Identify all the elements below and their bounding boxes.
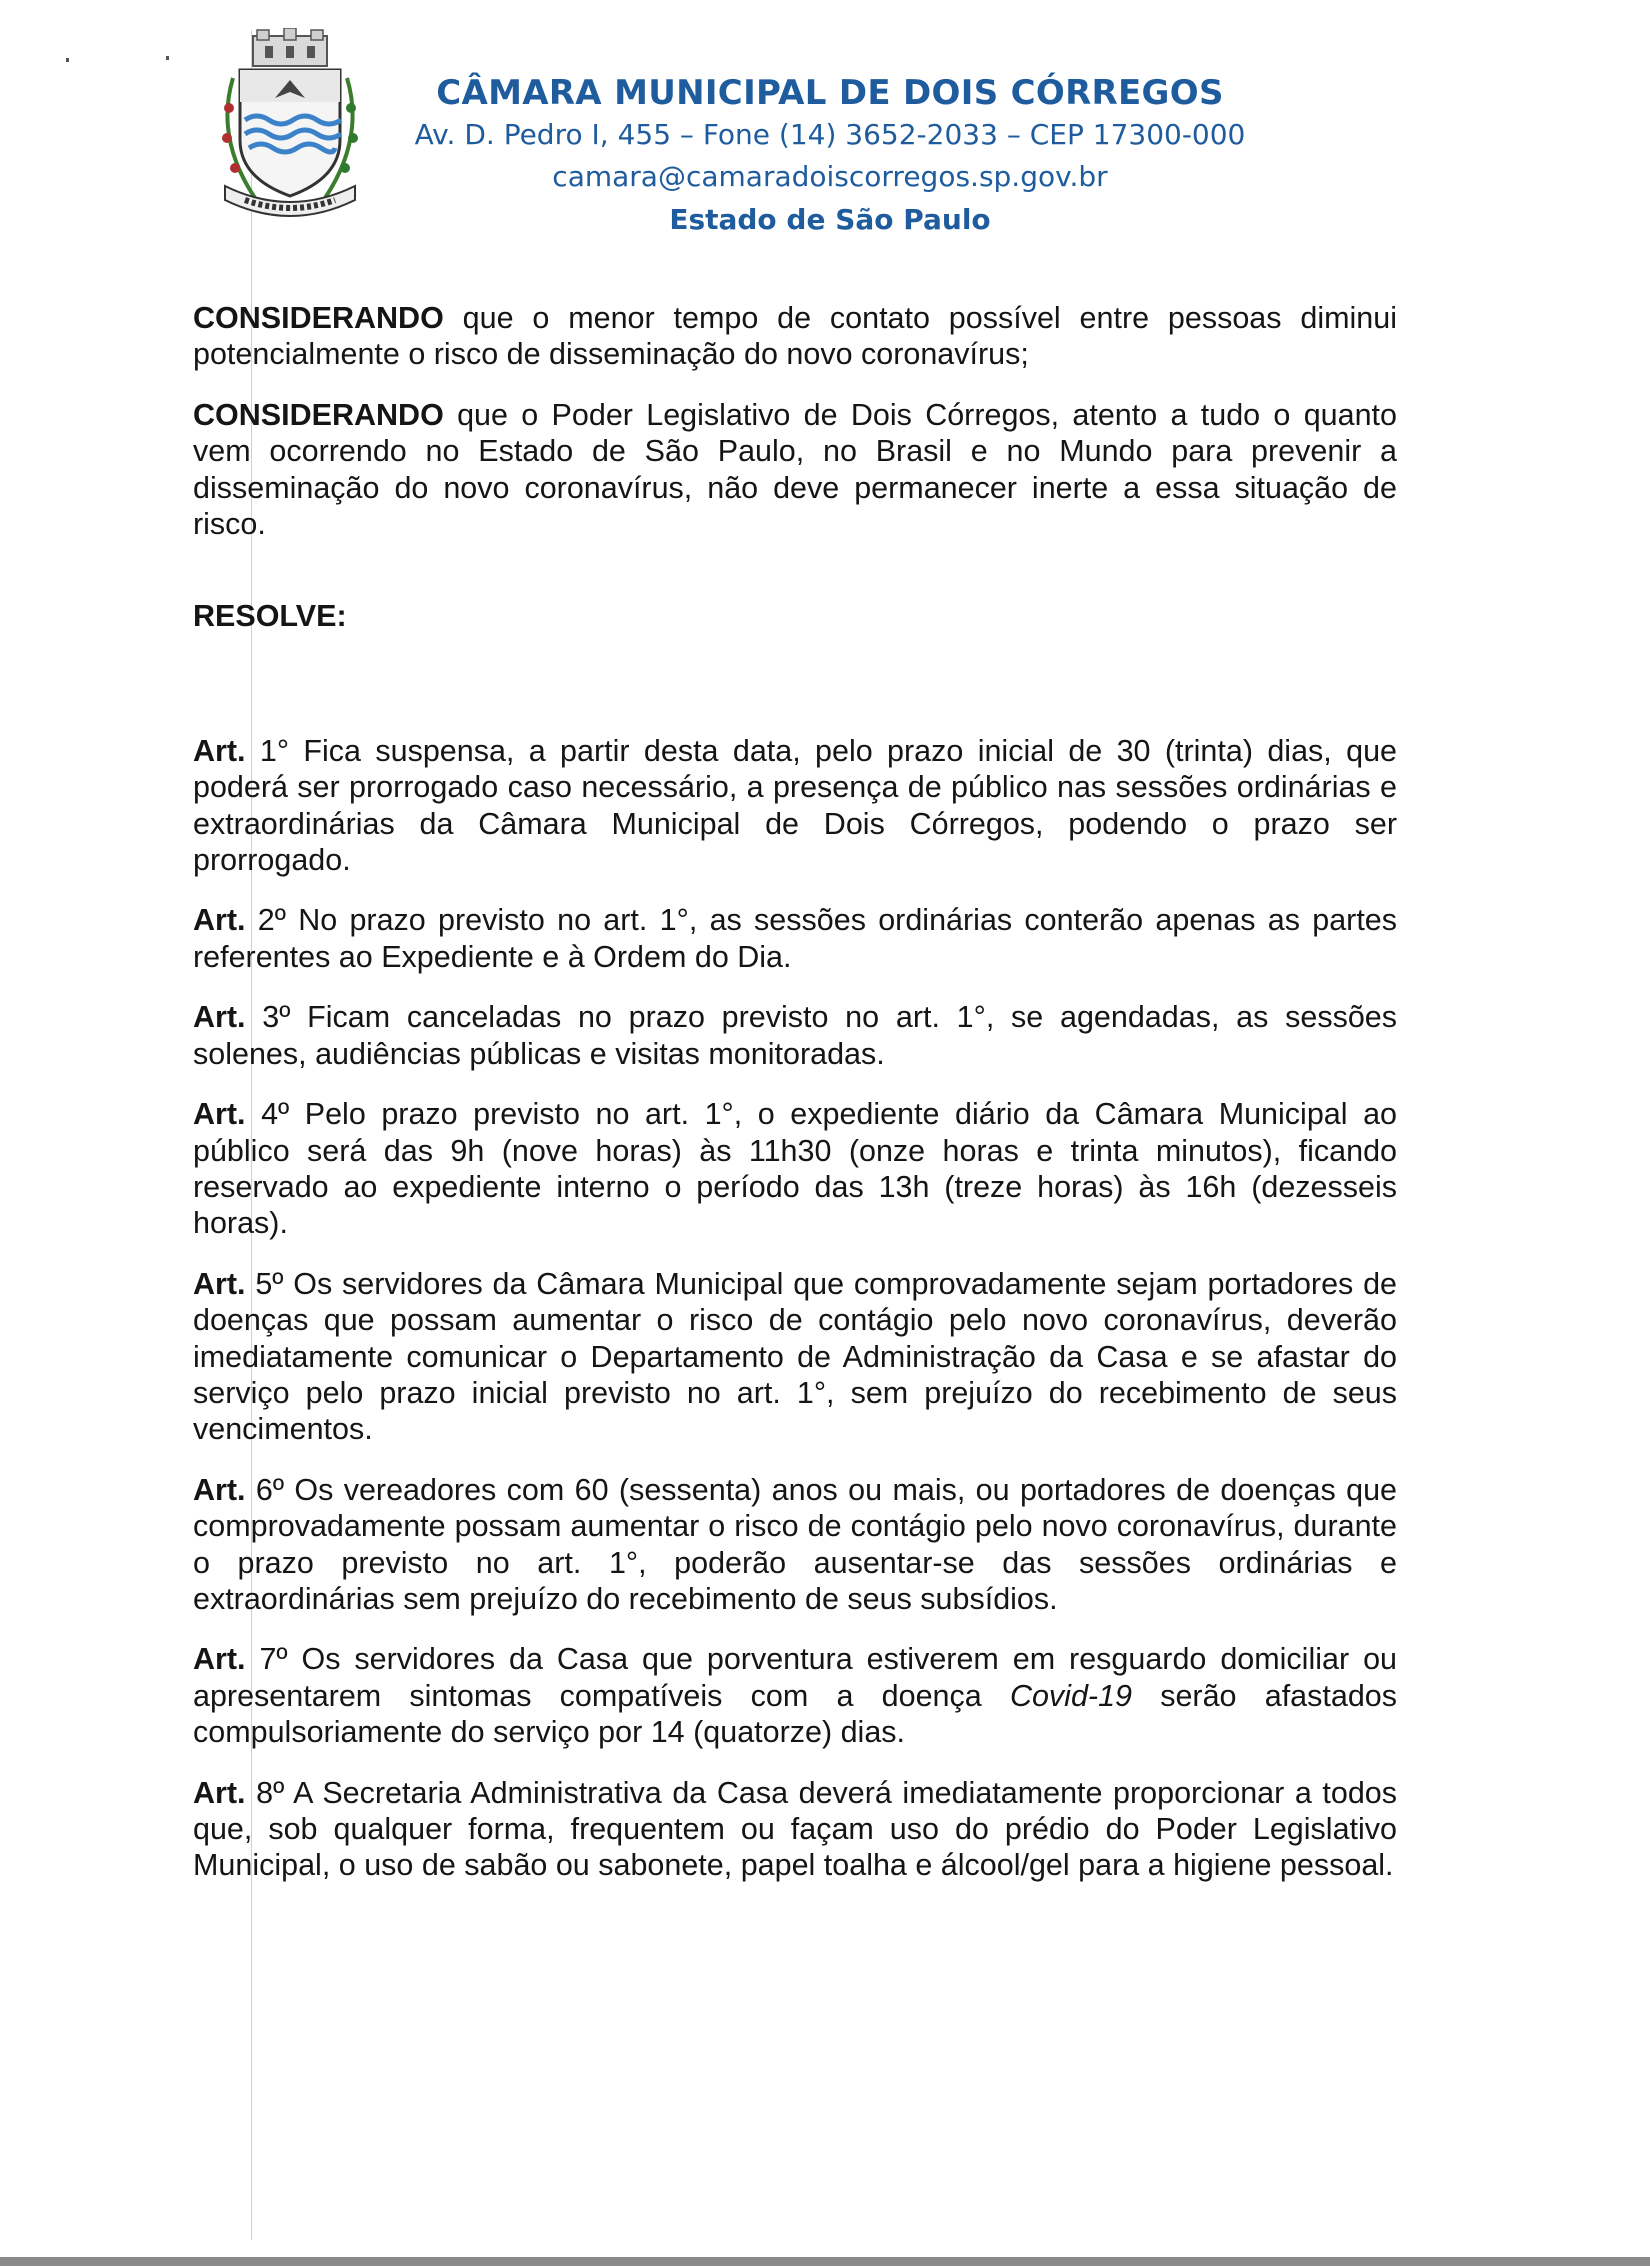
article-text: Pelo prazo previsto no art. 1°, o expediente diário da Câmara Municipal ao público será das 9h (nove horas) às 11h30 (onze horas e trinta minutos), ficando reservado ao expediente interno o período das 13h (treze horas) às 16h (dezesseis horas). xyxy=(193,1097,1397,1241)
coat-of-arms-icon xyxy=(205,28,375,228)
article-5 xyxy=(193,1266,1397,1448)
article-label: Art. xyxy=(193,1472,246,1507)
article-label: Art. xyxy=(193,1775,246,1810)
article-number: 1° xyxy=(245,733,290,768)
article-3 xyxy=(193,999,1397,1072)
considerando-text: que o menor tempo de contato possível entre pessoas diminui potencialmente o risco de disseminação do novo coronavírus; xyxy=(193,301,1397,372)
article-text: Os servidores da Câmara Municipal que comprovadamente sejam portadores de doenças que possam aumentar o risco de contágio pelo novo coronavírus, deverão imediatamente comunicar o Departamento de Administração da Casa e se afastar do serviço pelo prazo inicial previsto no art. 1°, sem prejuízo do recebimento de seus vencimentos. xyxy=(193,1266,1398,1447)
considerando-paragraph xyxy=(193,300,1397,373)
article-text: Ficam canceladas no prazo previsto no art. 1°, se agendadas, as sessões solenes, audiências públicas e visitas monitoradas. xyxy=(193,1000,1398,1071)
article-number: 7º xyxy=(245,1642,288,1677)
article-7 xyxy=(193,1641,1397,1750)
article-text: Fica suspensa, a partir desta data, pelo prazo inicial de 30 (trinta) dias, que poderá ser prorrogado caso necessário, a presença de público nas sessões ordinárias e extraordinárias da Câmara Municipal de Dois Córregos, podendo o prazo ser prorrogado. xyxy=(193,733,1397,878)
article-1 xyxy=(193,733,1397,879)
institution-address: Av. D. Pedro I, 455 – Fone (14) 3652-2033 – CEP 17300-000 xyxy=(414,118,1246,151)
article-label: Art. xyxy=(193,733,246,768)
article-number: 6º xyxy=(245,1472,284,1507)
article-number: 2º xyxy=(245,903,286,938)
article-4 xyxy=(193,1096,1397,1242)
scan-bottom-edge xyxy=(0,2257,1650,2266)
resolve-heading: RESOLVE: xyxy=(193,599,347,634)
scan-speck xyxy=(166,56,169,60)
article-text: A Secretaria Administrativa da Casa deverá imediatamente proporcionar a todos que, sob qualquer forma, frequentem ou façam uso do prédio do Poder Legislativo Municipal, o uso de sabão ou sabonete, papel toalha e álcool/gel para a higiene pessoal. xyxy=(193,1775,1398,1883)
article-label: Art. xyxy=(193,1266,246,1301)
article-2 xyxy=(193,902,1397,975)
article-label: Art. xyxy=(193,1642,246,1677)
considerando-text: que o Poder Legislativo de Dois Córregos, atento a tudo o quanto vem ocorrendo no Estado de São Paulo, no Brasil e no Mundo para prevenir a disseminação do novo coronavírus, não deve permanecer inerte a essa situação de risco. xyxy=(193,397,1397,542)
article-text: No prazo previsto no art. 1°, as sessões ordinárias conterão apenas as partes referentes ao Expediente e à Ordem do Dia. xyxy=(193,903,1398,974)
institution-title: CÂMARA MUNICIPAL DE DOIS CÓRREGOS xyxy=(436,73,1224,113)
article-8 xyxy=(193,1775,1397,1884)
document-body xyxy=(193,300,1397,1908)
article-label: Art. xyxy=(193,1097,246,1132)
article-emphasis: Covid-19 xyxy=(1009,1678,1132,1713)
article-text: Os vereadores com 60 (sessenta) anos ou mais, ou portadores de doenças que comprovadamente possam aumentar o risco de contágio pelo novo coronavírus, durante o prazo previsto no art. 1°, poderão ausentar-se das sessões ordinárias e extraordinárias sem prejuízo do recebimento de seus subsídios. xyxy=(193,1472,1397,1616)
institution-email: camara@camaradoiscorregos.sp.gov.br xyxy=(552,160,1108,193)
article-label: Art. xyxy=(193,1000,246,1035)
letterhead xyxy=(380,72,1280,242)
article-number: 8º xyxy=(245,1775,285,1810)
article-text-before: Os servidores da Casa que porventura estiverem em resguardo domiciliar ou apresentarem sintomas compatíveis com a doença xyxy=(193,1642,1397,1713)
article-label: Art. xyxy=(193,903,246,938)
article-number: 3º xyxy=(245,1000,291,1035)
considerando-keyword: CONSIDERANDO xyxy=(193,301,444,335)
article-6 xyxy=(193,1472,1397,1618)
article-number: 4º xyxy=(245,1097,290,1132)
institution-state: Estado de São Paulo xyxy=(669,203,991,236)
considerando-paragraph xyxy=(193,397,1397,543)
article-text-after: serão afastados compulsoriamente do serviço por 14 (quatorze) dias. xyxy=(193,1678,1397,1750)
considerando-keyword: CONSIDERANDO xyxy=(193,397,444,432)
scan-speck xyxy=(66,58,69,62)
article-number: 5º xyxy=(245,1266,284,1301)
